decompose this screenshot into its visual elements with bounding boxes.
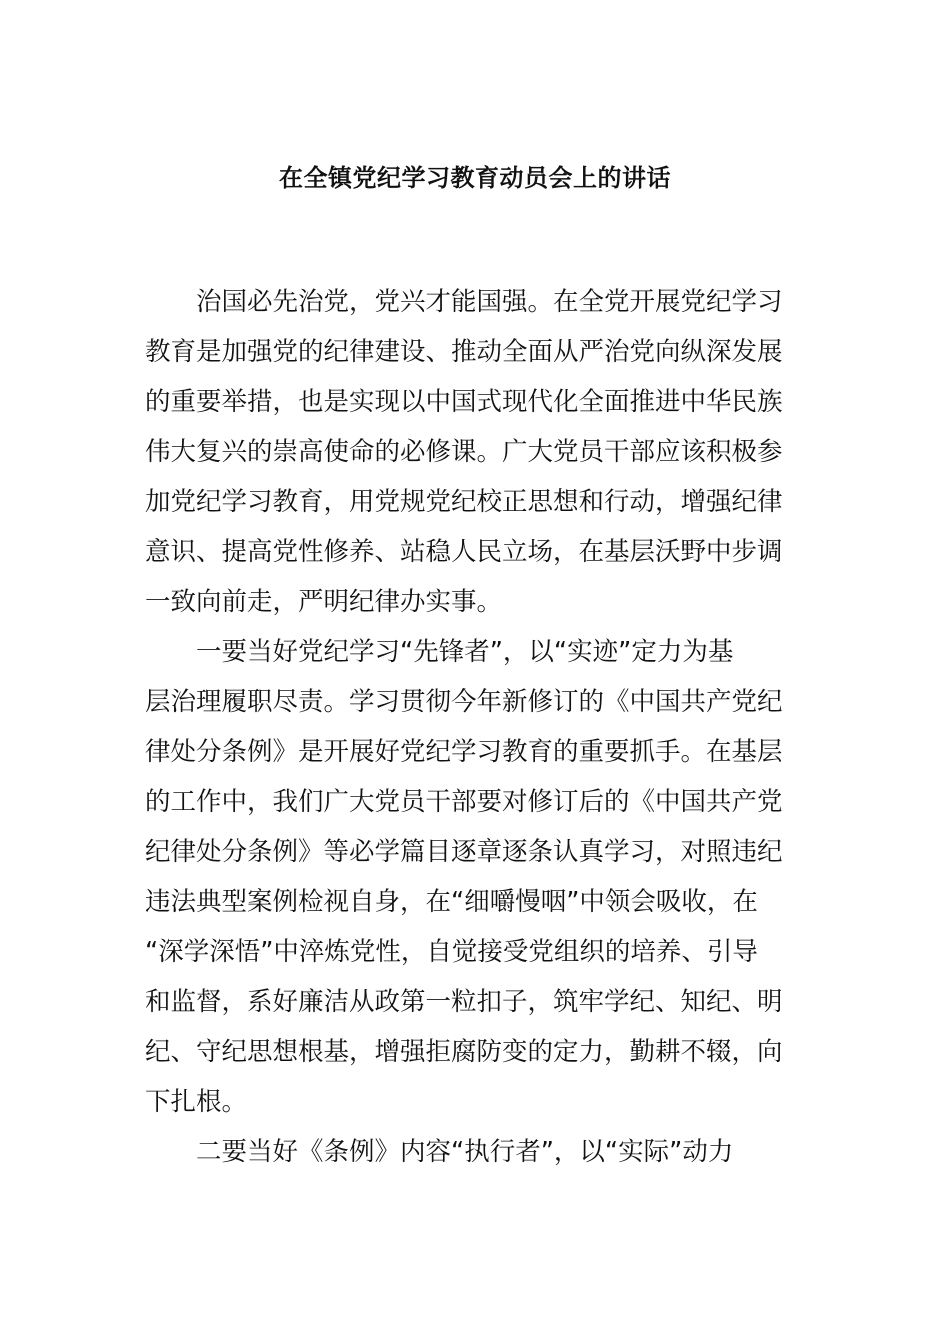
paragraph-line: 的工作中，我们广大党员干部要对修订后的《中国共产党 <box>145 787 783 817</box>
paragraph-line: 治国必先治党，党兴才能国强。在全党开展党纪学习 <box>196 287 783 317</box>
paragraph-line: 一要当好党纪学习“先锋者”，以“实迹”定力为基 <box>196 637 734 667</box>
paragraph-line: 纪、守纪思想根基，增强拒腐防变的定力，勤耕不辍，向 <box>145 1037 783 1067</box>
paragraph-line: 和监督，系好廉洁从政第一粒扣子，筑牢学纪、知纪、明 <box>145 987 783 1017</box>
paragraph-line: 违法典型案例检视自身，在“细嚼慢咽”中领会吸收，在 <box>145 887 758 917</box>
paragraph-2 <box>145 627 807 1127</box>
paragraph-line: 纪律处分条例》等必学篇目逐章逐条认真学习，对照违纪 <box>145 837 783 867</box>
paragraph-line: 层治理履职尽责。学习贯彻今年新修订的《中国共产党纪 <box>145 687 783 717</box>
paragraph-line: 的重要举措，也是实现以中国式现代化全面推进中华民族 <box>145 387 783 417</box>
paragraph-3 <box>145 1127 807 1177</box>
paragraph-line: 一致向前走，严明纪律办实事。 <box>145 587 503 617</box>
paragraph-line: 律处分条例》是开展好党纪学习教育的重要抓手。在基层 <box>145 737 783 767</box>
paragraph-line: 意识、提高党性修养、站稳人民立场，在基层沃野中步调 <box>145 537 783 567</box>
document-body <box>145 277 807 1177</box>
paragraph-line: 加党纪学习教育，用党规党纪校正思想和行动，增强纪律 <box>145 487 783 517</box>
document-title: 在全镇党纪学习教育动员会上的讲话 <box>279 164 671 192</box>
paragraph-1 <box>145 277 807 627</box>
paragraph-line: 伟大复兴的崇高使命的必修课。广大党员干部应该积极参 <box>145 437 783 467</box>
paragraph-line: “深学深悟”中淬炼党性，自觉接受党组织的培养、引导 <box>145 937 758 967</box>
paragraph-line: 二要当好《条例》内容“执行者”，以“实际”动力 <box>196 1137 734 1167</box>
paragraph-line: 下扎根。 <box>145 1087 248 1117</box>
paragraph-line: 教育是加强党的纪律建设、推动全面从严治党向纵深发展 <box>145 337 783 367</box>
